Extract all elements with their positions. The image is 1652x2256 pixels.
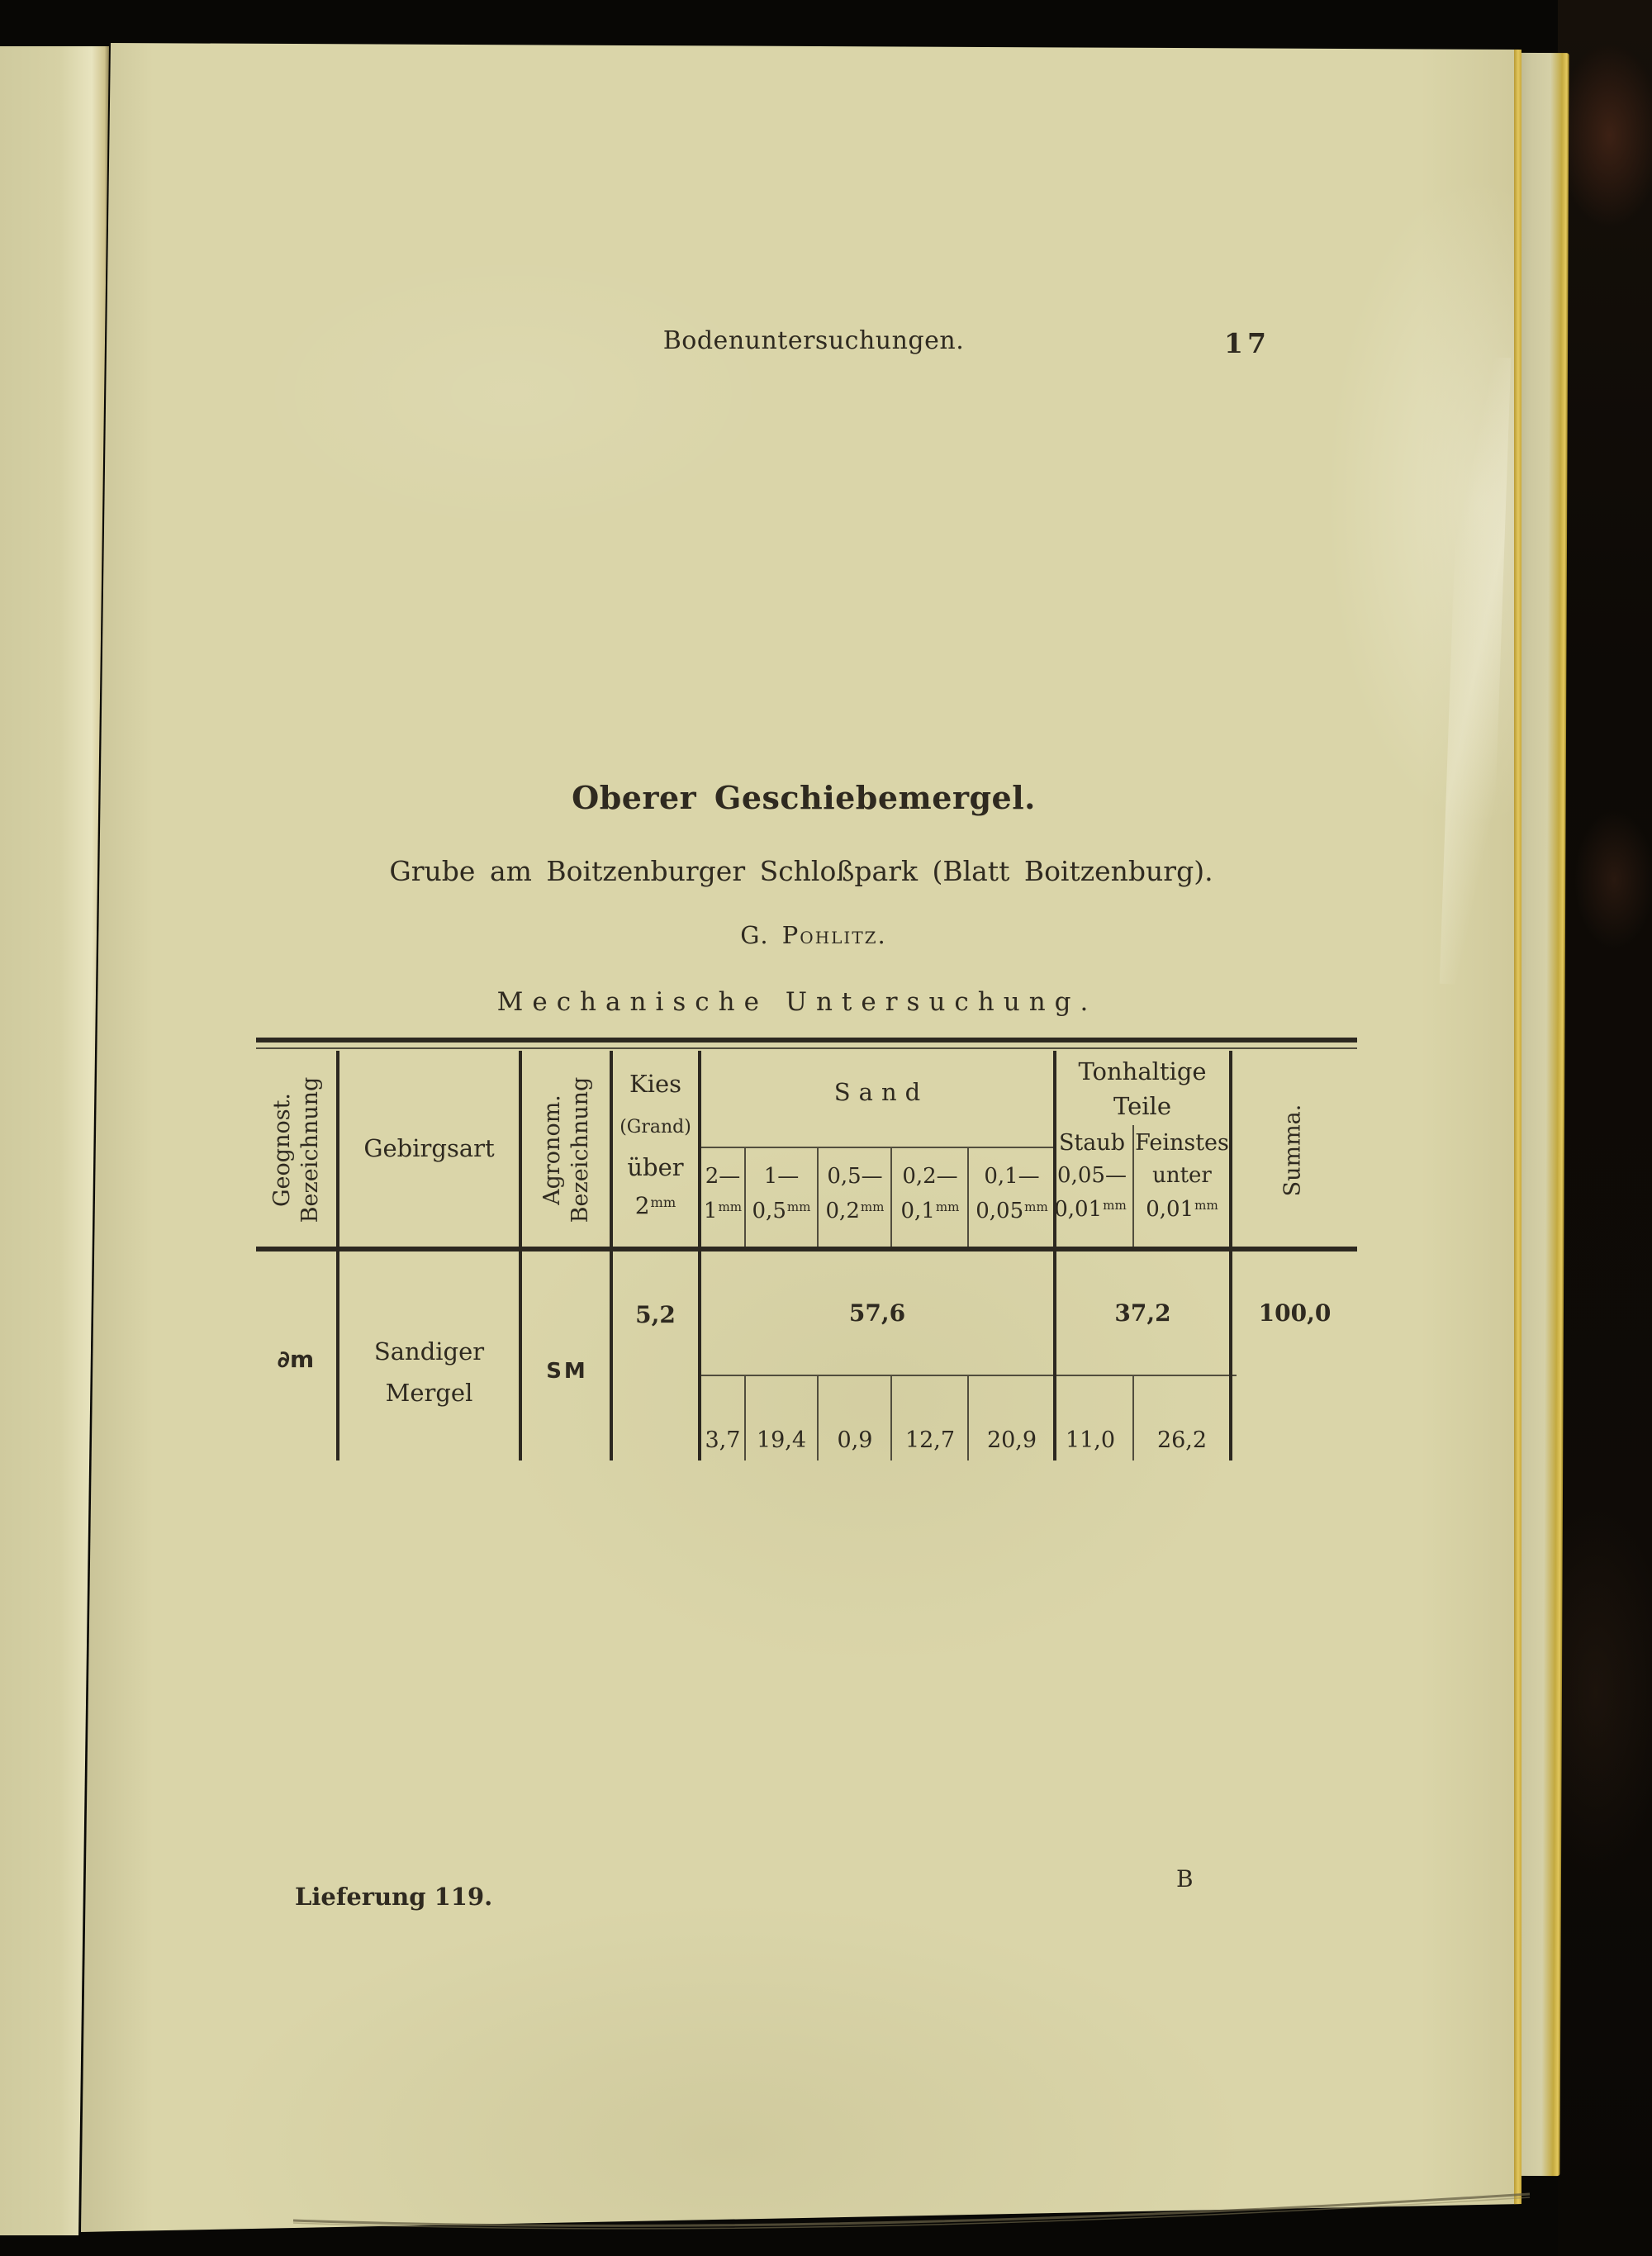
sand-subcol-unit: mm xyxy=(786,1199,811,1215)
column-header-staub-size xyxy=(1047,1198,1133,1223)
sand-subcol-top: 1— xyxy=(763,1164,800,1189)
sand-subcol-top: 0,1— xyxy=(984,1164,1040,1189)
sand-subcol-unit: mm xyxy=(718,1199,743,1215)
cell-kies-value: 5,2 xyxy=(635,1301,676,1328)
column-header-geognost xyxy=(268,1043,325,1257)
signature-mark: B xyxy=(1176,1865,1194,1893)
table-vline-sub xyxy=(890,1148,892,1247)
column-header-staub-line1: Staub xyxy=(1058,1130,1126,1156)
cell-agronom: SM xyxy=(546,1359,588,1384)
feinstes-size-unit: mm xyxy=(1194,1198,1218,1213)
agronom-line1: Agronom. xyxy=(539,1095,565,1205)
sand-subcol-size: 0,5 xyxy=(752,1199,786,1223)
page-title: Oberer Geschiebemergel. xyxy=(572,779,1036,816)
table-vline-main xyxy=(1053,1051,1056,1460)
section-heading: Mechanische Untersuchung. xyxy=(496,987,1098,1017)
staub-size-value: 0,01 xyxy=(1054,1197,1103,1222)
cell-sand-value: 12,7 xyxy=(904,1427,956,1453)
geognost-line2: Bezeichnung xyxy=(297,1076,323,1223)
cell-geognost-symbol xyxy=(254,1346,337,1373)
footer-edition: Lieferung 119. xyxy=(295,1883,493,1911)
column-header-sand: Sand xyxy=(833,1078,929,1106)
table-vline-main xyxy=(519,1051,522,1460)
cell-gebirgsart-line1: Sandiger xyxy=(373,1337,485,1365)
geology-symbol: ∂ xyxy=(277,1346,291,1373)
sand-subcol-top: 0,2— xyxy=(902,1164,958,1189)
cell-gebirgsart-line2: Mergel xyxy=(385,1379,473,1407)
page-fold-sheen xyxy=(1440,356,1511,986)
table-vline-main xyxy=(1229,1051,1232,1460)
sand-subcol-unit: mm xyxy=(935,1199,960,1215)
cell-ton-value: 11,0 xyxy=(1065,1427,1116,1453)
sand-subcol-size: 0,05 xyxy=(976,1199,1024,1223)
column-header-agronom xyxy=(539,1043,595,1257)
column-header-feinstes-line1: Feinstes xyxy=(1135,1130,1229,1156)
cell-ton-total: 37,2 xyxy=(1114,1299,1171,1327)
column-header-summa: Summa. xyxy=(1279,1104,1306,1197)
cell-sand-value: 3,7 xyxy=(705,1427,741,1453)
column-header-feinstes-line2: unter xyxy=(1152,1163,1212,1188)
table-hline-sand-header xyxy=(700,1147,1055,1148)
table-vline-main xyxy=(698,1051,701,1460)
sand-subcol-size: 1 xyxy=(703,1199,718,1223)
sand-subcol-bottom xyxy=(962,1199,1061,1224)
table-rule-header-bottom xyxy=(256,1247,1357,1251)
page-subtitle: Grube am Boitzenburger Schloßpark (Blatt Boitzenburg). xyxy=(389,855,1213,887)
table-rule-top-thin xyxy=(256,1047,1357,1049)
cell-sand-total: 57,6 xyxy=(848,1299,906,1327)
geology-symbol-suffix: m xyxy=(290,1346,315,1373)
sand-subcol-top: 2— xyxy=(705,1164,741,1189)
cell-sand-value: 20,9 xyxy=(986,1427,1037,1453)
sand-subcol-unit: mm xyxy=(1024,1199,1048,1215)
sand-subcol-size: 0,1 xyxy=(900,1199,935,1223)
column-header-kies-line1: Kies xyxy=(629,1070,681,1098)
feinstes-size-value: 0,01 xyxy=(1146,1197,1194,1222)
column-header-staub-line2: 0,05— xyxy=(1057,1163,1127,1188)
table-vline-main xyxy=(610,1051,613,1460)
kies-size-unit: mm xyxy=(650,1194,676,1210)
table-vline-sub xyxy=(817,1148,819,1247)
column-header-kies-line2: (Grand) xyxy=(620,1117,691,1137)
author-name: G. Pohlitz. xyxy=(740,921,887,949)
table-rule-top-thick xyxy=(256,1038,1357,1043)
table-vline-sub xyxy=(967,1148,969,1247)
geognost-line1: Geognost. xyxy=(269,1092,295,1208)
agronom-line2: Bezeichnung xyxy=(567,1076,593,1223)
column-header-ton-line2: Teile xyxy=(1113,1092,1171,1120)
column-header-gebirgsart: Gebirgsart xyxy=(363,1134,495,1162)
column-header-feinstes-size xyxy=(1135,1198,1229,1223)
column-header-kies-line3: über xyxy=(627,1153,684,1181)
cell-ton-value: 26,2 xyxy=(1156,1427,1208,1453)
cell-sand-value: 0,9 xyxy=(837,1427,873,1453)
running-header: Bodenuntersuchungen. xyxy=(662,326,965,355)
sand-subcol-unit: mm xyxy=(860,1199,885,1215)
column-header-ton-line1: Tonhaltige xyxy=(1078,1057,1207,1085)
cell-summa-total: 100,0 xyxy=(1258,1299,1332,1327)
staub-size-unit: mm xyxy=(1103,1198,1127,1213)
page-gilt-edge xyxy=(1514,46,1521,2209)
book-cover-edge xyxy=(1558,0,1652,2256)
page-number: 17 xyxy=(1224,327,1270,359)
sand-subcol-size: 0,2 xyxy=(825,1199,860,1223)
cell-sand-value: 19,4 xyxy=(756,1427,807,1453)
kies-size-value: 2 xyxy=(634,1192,650,1219)
sand-subcol-top: 0,5— xyxy=(827,1164,883,1189)
table-vline-sub xyxy=(744,1148,746,1247)
